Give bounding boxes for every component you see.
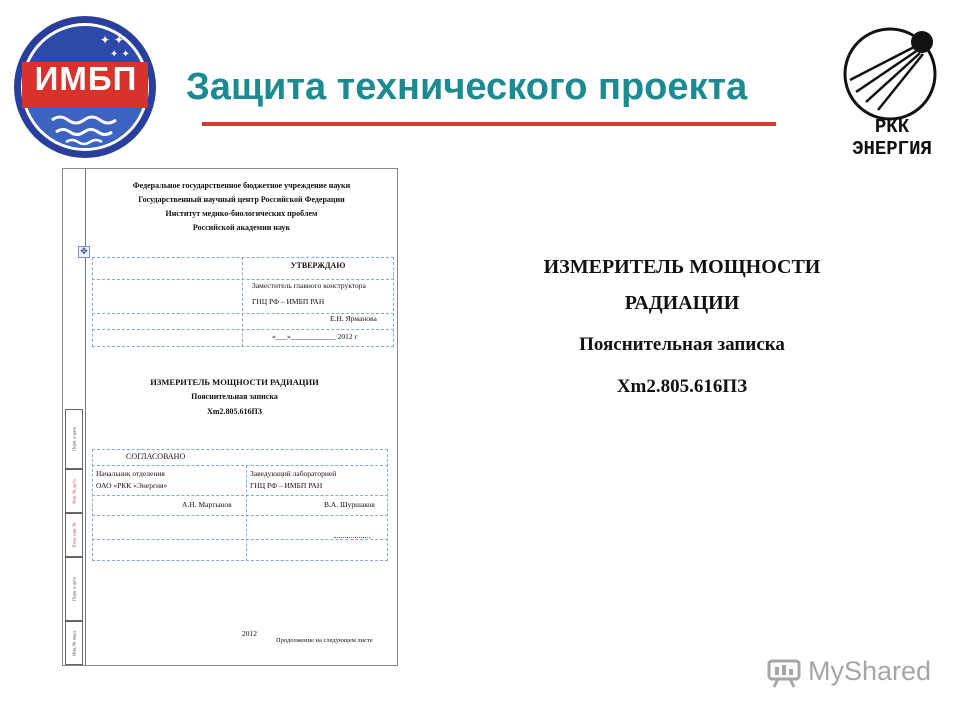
table-divider [92, 329, 394, 330]
side-cell: Подп. и дата [65, 557, 83, 621]
footer-note: Продолжение на следующем листе [276, 637, 373, 644]
table-divider [242, 257, 243, 347]
approve-position-1: Заместитель главного конструктора [252, 281, 366, 290]
table-divider [92, 279, 394, 280]
side-cell: Инв. № подл. [65, 621, 83, 665]
rkk-logo-text [828, 116, 956, 160]
approve-label: УТВЕРЖДАЮ [290, 261, 346, 270]
title-underline [202, 122, 776, 126]
document-side-stamp [63, 409, 85, 665]
summary-line-2: РАДИАЦИИ [624, 292, 740, 314]
approve-date: «___»____________ 2012 г [272, 332, 358, 341]
rkk-line-1: РКК [874, 116, 910, 138]
table-divider [92, 515, 388, 516]
table-divider [92, 465, 388, 466]
doc-header-line: Федеральное государственное бюджетное учреждение науки [132, 181, 351, 190]
agreed-left-1: Начальник отделения [96, 469, 165, 478]
approve-position-2: ГНЦ РФ – ИМБП РАН [252, 297, 325, 306]
doc-header-line: Государственный научный центр Российской Федерации [138, 195, 345, 204]
footer-year: 2012 [242, 629, 257, 638]
presentation-icon [766, 658, 802, 688]
spellcheck-underline [334, 535, 370, 538]
agreed-right-2: ГНЦ РФ – ИМБП РАН [250, 481, 323, 490]
approve-name: Е.Н. Ярманова [330, 314, 377, 323]
sputnik-icon [836, 26, 944, 122]
svg-text:✦ ✦: ✦ ✦ [110, 49, 130, 60]
slide-title: Защита технического проекта [186, 66, 748, 108]
side-cell: Инв. № дубл. [65, 469, 83, 513]
side-cell: Взам. инв. № [65, 513, 83, 557]
doc-title: ИЗМЕРИТЕЛЬ МОЩНОСТИ РАДИАЦИИ [150, 377, 319, 387]
summary-line-1: ИЗМЕРИТЕЛЬ МОЩНОСТИ [543, 256, 821, 278]
agreed-left-2: ОАО «РКК «Энергия» [96, 481, 168, 490]
agreed-right-1: Заведующий лабораторией [250, 469, 337, 478]
table-divider [246, 465, 247, 561]
table-divider [92, 539, 388, 540]
summary-line-3: Пояснительная записка [579, 334, 785, 355]
agreed-right-name: В.А. Шуршаков [324, 500, 375, 509]
watermark-text: MyShared [808, 656, 932, 686]
rkk-line-2: ЭНЕРГИЯ [852, 138, 932, 160]
agreed-left-name: А.Н. Мартынов [182, 500, 232, 509]
doc-subtitle: Пояснительная записка [191, 392, 278, 401]
document-thumbnail [62, 168, 398, 666]
doc-code: Хm2.805.616ПЗ [207, 407, 262, 416]
summary-line-4: Хm2.805.616ПЗ [616, 376, 748, 397]
imbp-logo-text: ИМБП [34, 60, 138, 97]
svg-text:✦ ✦: ✦ ✦ [100, 33, 124, 47]
table-move-handle-icon[interactable]: ✥ [78, 246, 90, 258]
table-divider [92, 495, 388, 496]
side-cell: Подп. и дата [65, 409, 83, 469]
doc-header-line: Институт медико-биологических проблем [165, 209, 318, 218]
agreed-label: СОГЛАСОВАНО [126, 452, 186, 461]
doc-header-line: Российской академии наук [192, 223, 291, 232]
